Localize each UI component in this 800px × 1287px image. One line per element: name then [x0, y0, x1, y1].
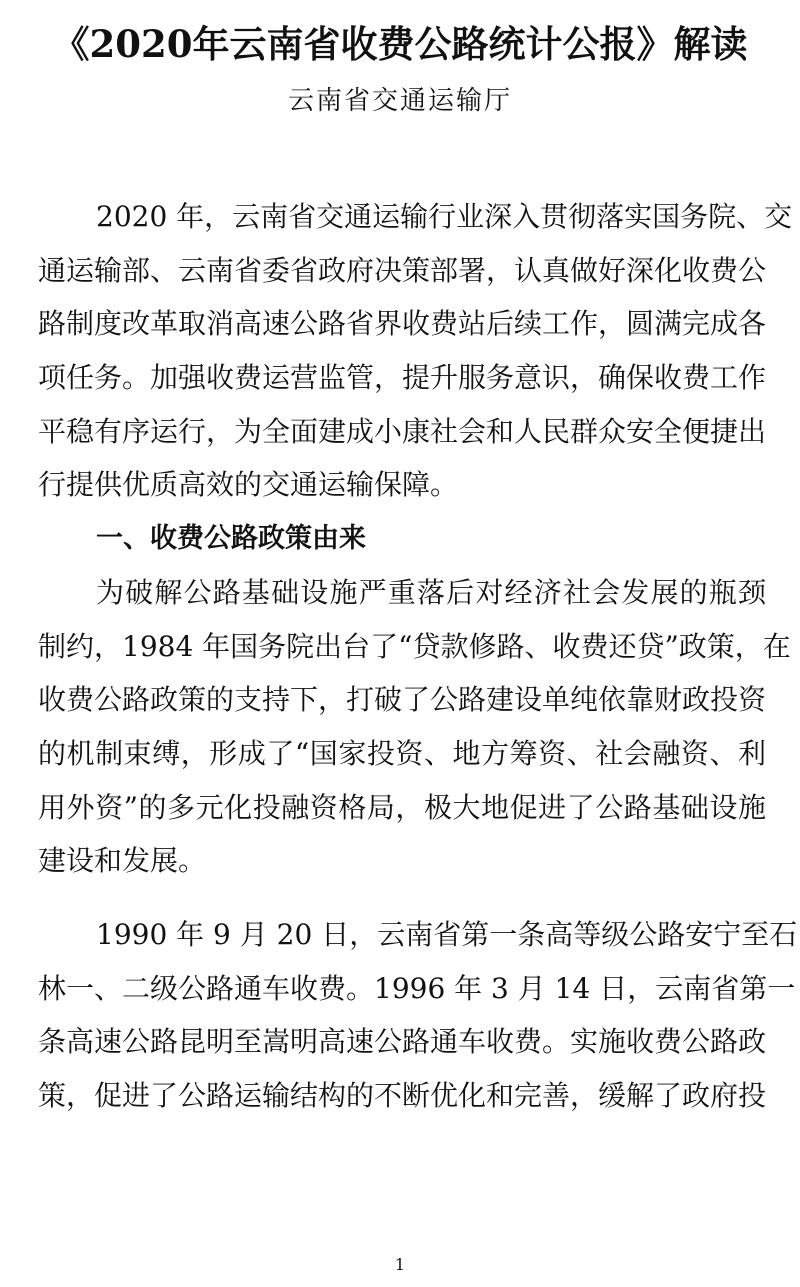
document-body — [38, 190, 798, 1123]
text-line: 平稳有序运行，为全面建成小康社会和人民群众安全便捷出 — [38, 414, 767, 448]
document-subtitle: 云南省交通运输厅 — [287, 86, 512, 116]
paragraph — [38, 190, 793, 512]
text-line: 用外资”的多元化投融资格局，极大地促进了公路基础设施 — [38, 790, 766, 824]
text-line: 林一、二级公路通车收费。1996 年 3 月 14 日，云南省第一 — [38, 971, 796, 1005]
paragraph-gap — [38, 888, 766, 908]
text-line: 项任务。加强收费运营监管，提升服务意识，确保收费工作 — [38, 361, 767, 395]
text-line: 策，促进了公路运输结构的不断优化和完善，缓解了政府投 — [38, 1079, 767, 1112]
text-line: 2020 年，云南省交通运输行业深入贯彻落实国务院、交 — [96, 200, 793, 233]
text-line: 路制度改革取消高速公路省界收费站后续工作，圆满完成各 — [38, 307, 767, 341]
text-line: 为破解公路基础设施严重落后对经济社会发展的瓶颈 — [96, 575, 766, 609]
text-line: 的机制束缚，形成了“国家投资、地方筹资、社会融资、利 — [38, 736, 766, 770]
page-number: 1 — [394, 1255, 406, 1274]
text-line: 制约，1984 年国务院出台了“贷款修路、收费还贷”政策，在 — [38, 629, 791, 663]
section-heading — [38, 512, 766, 566]
text-line: 条高速公路昆明至嵩明高速公路通车收费。实施收费公路政 — [38, 1025, 767, 1059]
paragraph — [38, 908, 798, 1123]
text-line: 通运输部、云南省委省政府决策部署，认真做好深化收费公 — [38, 253, 767, 287]
text-line: 建设和发展。 — [38, 844, 207, 878]
text-line: 行提供优质高效的交通运输保障。 — [38, 468, 459, 502]
document-title: 《2020年云南省收费公路统计公报》解读 — [52, 22, 748, 66]
text-line: 1990 年 9 月 20 日，云南省第一条高等级公路安宁至石 — [96, 917, 798, 951]
paragraph — [38, 566, 791, 888]
text-line: 一、收费公路政策由来 — [96, 523, 366, 555]
text-line: 收费公路政策的支持下，打破了公路建设单纯依靠财政投资 — [38, 683, 767, 717]
